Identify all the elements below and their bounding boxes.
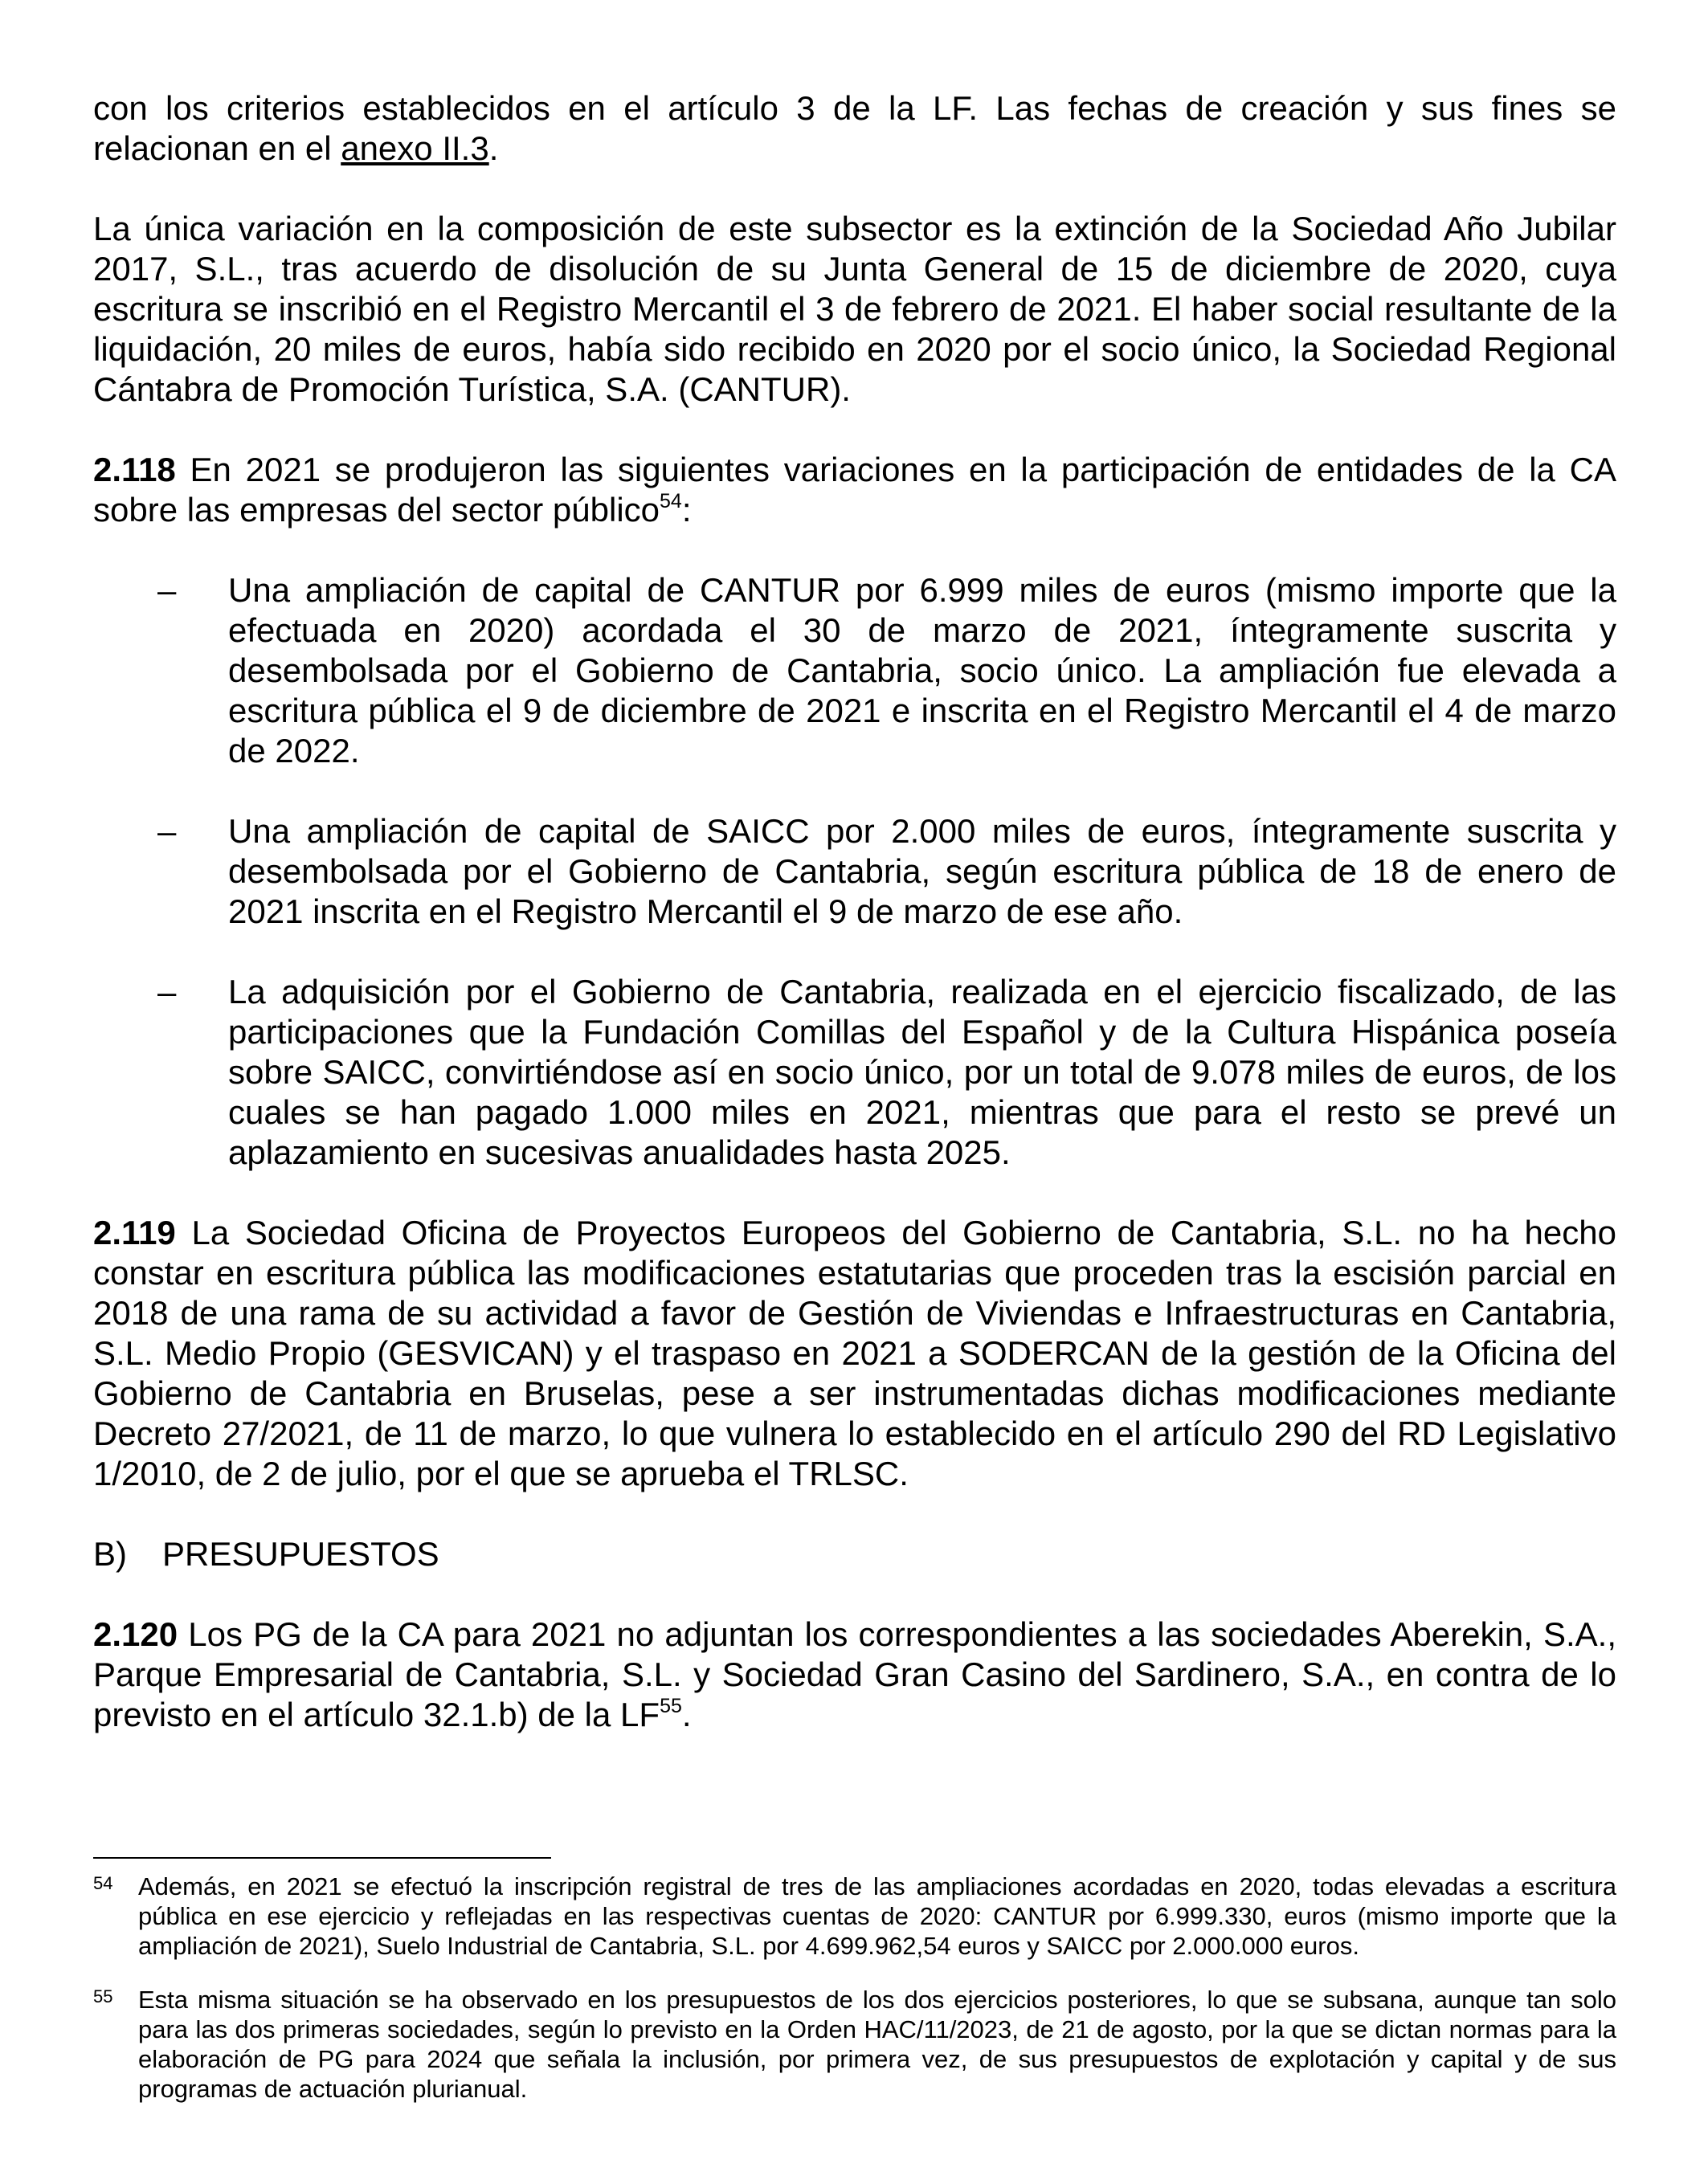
annex-link[interactable]: anexo II.3 xyxy=(341,129,489,167)
paragraph-number: 2.119 xyxy=(93,1214,176,1251)
list-item-text: La adquisición por el Gobierno de Cantabria, realizada en el ejercicio fiscalizado, de las participaciones que la Fundación Comillas del Español y de la Cultura Hispánica poseía sobre SAICC, convirtiéndose así en socio único, por un total de 9.078 miles de euros, de los cuales se han pagado 1.000 miles en 2021, mientras que para el resto se prevé un aplazamiento en sucesivas anualidades hasta 2025. xyxy=(228,973,1616,1171)
dash-bullet: – xyxy=(157,571,177,609)
section-letter: B) xyxy=(93,1535,127,1573)
paragraph-text-end: . xyxy=(488,129,499,167)
paragraph-text-end: . xyxy=(681,1696,692,1733)
footnote-text: Además, en 2021 se efectuó la inscripción registral de tres de las ampliaciones acordadas en 2020, todas elevadas a escritura pública en ese ejercicio y reflejadas en las respectivas cuentas de 2020: CANTUR por 6.999.330, euros (mismo importe que la ampliación de 2021), Suelo Industrial de Cantabria, S.L. por 4.699.962,54 euros y SAICC por 2.000.000 euros. xyxy=(138,1872,1616,1960)
list-item-text: Una ampliación de capital de CANTUR por 6.999 miles de euros (mismo importe que la efectuada en 2020) acordada el 30 de marzo de 2021, íntegramente suscrita y desembolsada por el Gobierno de Cantabria, socio único. La ampliación fue elevada a escritura pública el 9 de diciembre de 2021 e inscrita en el Registro Mercantil el 4 de marzo de 2022. xyxy=(228,571,1616,770)
footnote-ref-55[interactable]: 55 xyxy=(660,1695,682,1717)
footnote-separator xyxy=(93,1857,551,1859)
footnote-number: 54 xyxy=(93,1873,113,1893)
dash-bullet: – xyxy=(157,973,177,1010)
paragraph-2-118 xyxy=(93,450,1616,530)
variations-list xyxy=(93,570,1616,1173)
paragraph-text: con los criterios establecidos en el artículo 3 de la LF. Las fechas de creación y sus fines se relacionan en el xyxy=(93,89,1616,167)
paragraph-continuation xyxy=(93,88,1616,169)
list-item-text: Una ampliación de capital de SAICC por 2.000 miles de euros, íntegramente suscrita y desembolsada por el Gobierno de Cantabria, según escritura pública de 18 de enero de 2021 inscrita en el Registro Mercantil el 9 de marzo de ese año. xyxy=(228,812,1616,930)
footnote-ref-54[interactable]: 54 xyxy=(660,490,682,512)
footnote-number: 55 xyxy=(93,1986,113,2006)
paragraph-number: 2.118 xyxy=(93,451,176,488)
dash-bullet: – xyxy=(157,812,177,850)
footnote-54 xyxy=(93,1872,1616,1961)
paragraph-2-120 xyxy=(93,1615,1616,1735)
section-title: PRESUPUESTOS xyxy=(162,1535,439,1573)
paragraph-text: La Sociedad Oficina de Proyectos Europeos del Gobierno de Cantabria, S.L. no ha hecho constar en escritura pública las modificaciones estatutarias que proceden tras la escisión parcial en 2018 de una rama de su actividad a favor de Gestión de Viviendas e Infraestructuras en Cantabria, S.L. Medio Propio (GESVICAN) y el traspaso en 2021 a SODERCAN de la gestión de la Oficina del Gobierno de Cantabria en Bruselas, pese a ser instrumentadas dichas modificaciones mediante Decreto 27/2021, de 11 de marzo, lo que vulnera lo establecido en el artículo 290 del RD Legislativo 1/2010, de 2 de julio, por el que se aprueba el TRLSC. xyxy=(93,1214,1616,1492)
paragraph-subsector-variation: La única variación en la composición de este subsector es la extinción de la Sociedad Año Jubilar 2017, S.L., tras acuerdo de disolución de su Junta General de 15 de diciembre de 2020, cuya escritura se inscribió en el Registro Mercantil el 3 de febrero de 2021. El haber social resultante de la liquidación, 20 miles de euros, había sido recibido en 2020 por el socio único, la Sociedad Regional Cántabra de Promoción Turística, S.A. (CANTUR). xyxy=(93,210,1616,408)
list-item xyxy=(93,972,1616,1173)
list-item xyxy=(93,570,1616,771)
list-item xyxy=(93,811,1616,932)
document-body xyxy=(93,88,1616,1775)
footnotes-section xyxy=(93,1857,1616,2128)
footnote-55 xyxy=(93,1985,1616,2104)
paragraph-text-end: : xyxy=(681,491,692,529)
footnote-text: Esta misma situación se ha observado en los presupuestos de los dos ejercicios posteriores, lo que se subsana, aunque tan solo para las dos primeras sociedades, según lo previsto en la Orden HAC/11/2023, de 21 de agosto, por la que se dictan normas para la elaboración de PG para 2024 que señala la inclusión, por primera vez, de sus presupuestos de explotación y capital y de sus programas de actuación plurianual. xyxy=(138,1986,1616,2103)
paragraph-number: 2.120 xyxy=(93,1615,178,1653)
section-heading-presupuestos xyxy=(93,1534,1616,1574)
paragraph-2-119 xyxy=(93,1213,1616,1494)
paragraph-text: En 2021 se produjeron las siguientes variaciones en la participación de entidades de la CA sobre las empresas del sector público xyxy=(93,451,1616,529)
paragraph-text: Los PG de la CA para 2021 no adjuntan los correspondientes a las sociedades Aberekin, S.A., Parque Empresarial de Cantabria, S.L. y Sociedad Gran Casino del Sardinero, S.A., en contra de lo previsto en el artículo 32.1.b) de la LF xyxy=(93,1615,1616,1733)
